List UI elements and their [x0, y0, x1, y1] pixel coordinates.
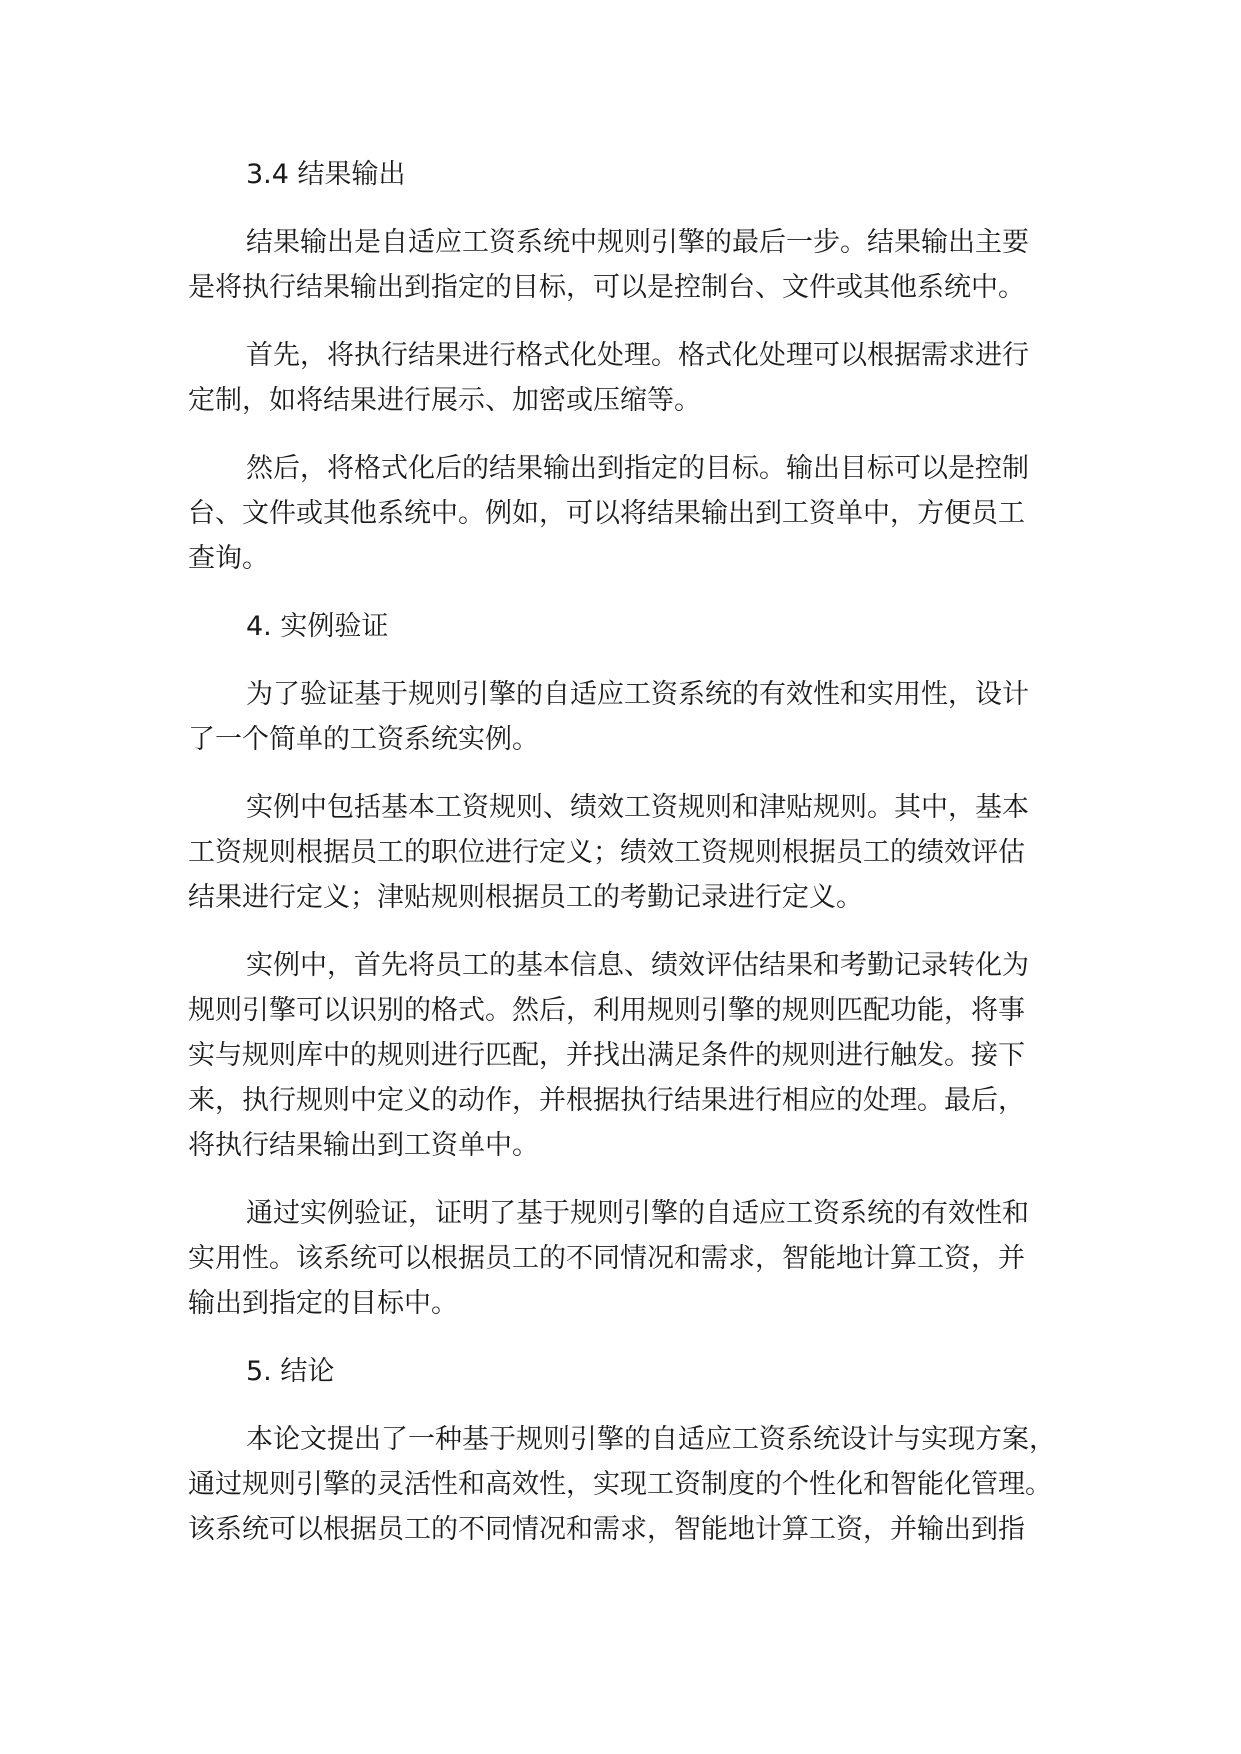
paragraph [188, 333, 1070, 423]
paragraph-line: 台、文件或其他系统中。例如，可以将结果输出到工资单中，方便员工 [188, 498, 1025, 529]
paragraph [188, 1417, 1070, 1552]
document-body [188, 152, 1070, 1575]
section-heading: 5. 结论 [246, 1356, 335, 1387]
paragraph-line: 输出到指定的目标中。 [188, 1288, 458, 1319]
paragraph [188, 785, 1070, 920]
paragraph [188, 672, 1070, 762]
section-heading: 3.4 结果输出 [246, 159, 406, 190]
paragraph-line: 该系统可以根据员工的不同情况和需求，智能地计算工资，并输出到指 [188, 1514, 1025, 1545]
paragraph [188, 943, 1070, 1168]
paragraph-line: 通过实例验证，证明了基于规则引擎的自适应工资系统的有效性和 [246, 1198, 1029, 1229]
paragraph-line: 本论文提出了一种基于规则引擎的自适应工资系统设计与实现方案， [246, 1424, 1056, 1455]
paragraph-line: 定制，如将结果进行展示、加密或压缩等。 [188, 385, 701, 416]
paragraph-line: 为了验证基于规则引擎的自适应工资系统的有效性和实用性，设计 [246, 679, 1029, 710]
section-heading: 4. 实例验证 [246, 611, 389, 642]
paragraph-line: 通过规则引擎的灵活性和高效性，实现工资制度的个性化和智能化管理。 [188, 1469, 1052, 1500]
paragraph-line: 规则引擎可以识别的格式。然后，利用规则引擎的规则匹配功能，将事 [188, 995, 1025, 1026]
paragraph-line: 然后，将格式化后的结果输出到指定的目标。输出目标可以是控制 [246, 453, 1029, 484]
paragraph-line: 首先，将执行结果进行格式化处理。格式化处理可以根据需求进行 [246, 340, 1029, 371]
paragraph-line: 结果输出是自适应工资系统中规则引擎的最后一步。结果输出主要 [246, 227, 1029, 258]
paragraph-line: 工资规则根据员工的职位进行定义；绩效工资规则根据员工的绩效评估 [188, 837, 1025, 868]
paragraph-line: 实例中，首先将员工的基本信息、绩效评估结果和考勤记录转化为 [246, 950, 1029, 981]
paragraph [188, 446, 1070, 581]
paragraph-line: 实用性。该系统可以根据员工的不同情况和需求，智能地计算工资，并 [188, 1243, 1025, 1274]
paragraph-line: 查询。 [188, 543, 269, 574]
paragraph-line: 结果进行定义；津贴规则根据员工的考勤记录进行定义。 [188, 882, 863, 913]
paragraph-line: 将执行结果输出到工资单中。 [188, 1130, 539, 1161]
paragraph-line: 实与规则库中的规则进行匹配，并找出满足条件的规则进行触发。接下 [188, 1040, 1025, 1071]
paragraph-line: 来，执行规则中定义的动作，并根据执行结果进行相应的处理。最后， [188, 1085, 1025, 1116]
paragraph-line: 是将执行结果输出到指定的目标，可以是控制台、文件或其他系统中。 [188, 272, 1025, 303]
paragraph [188, 1191, 1070, 1326]
paragraph-line: 了一个简单的工资系统实例。 [188, 724, 539, 755]
paragraph-line: 实例中包括基本工资规则、绩效工资规则和津贴规则。其中，基本 [246, 792, 1029, 823]
paragraph [188, 220, 1070, 310]
